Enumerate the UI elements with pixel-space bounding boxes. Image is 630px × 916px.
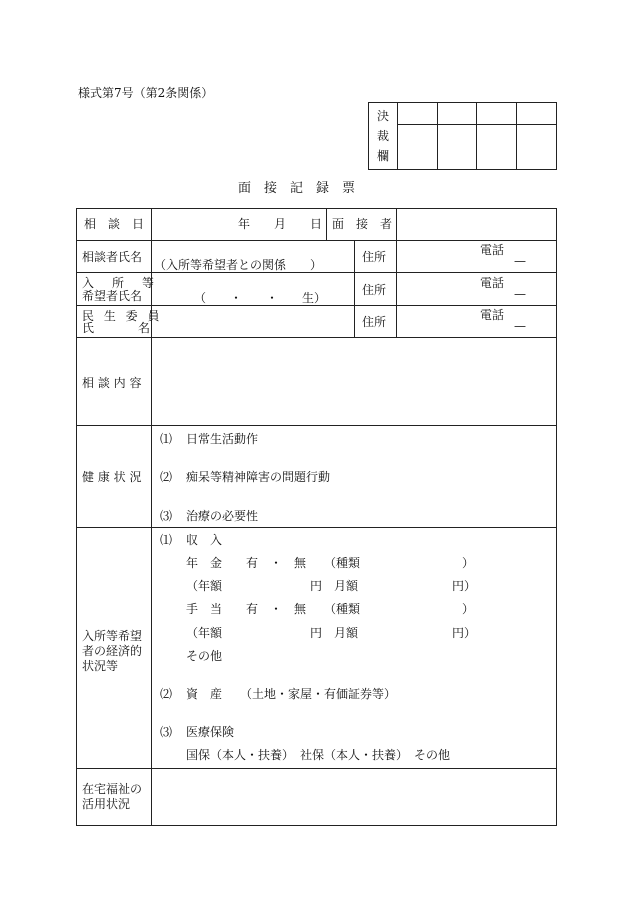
allowance-close: ） bbox=[462, 602, 475, 616]
health-item-1-num: ⑴ bbox=[160, 432, 173, 446]
economic-label-3: 状況等 bbox=[82, 659, 119, 673]
allowance-monthly-label: 円 月額 bbox=[310, 626, 359, 640]
welfare-commissioner-label-2: 氏 名 bbox=[82, 321, 153, 335]
consultant-address-label: 住所 bbox=[362, 250, 387, 264]
applicant-address-label: 住所 bbox=[362, 283, 387, 297]
welfare-commissioner-label-1: 民 生 委 員 bbox=[82, 309, 163, 323]
health-status-label: 健 康 状 況 bbox=[82, 470, 142, 484]
pension-annual-label: （年額 bbox=[186, 579, 223, 593]
home-welfare-label-2: 活用状況 bbox=[82, 797, 131, 811]
consult-content-label: 相 談 内 容 bbox=[82, 376, 142, 390]
pension-line: 年 金 有 ・ 無 （種類 bbox=[186, 556, 361, 570]
welfare-phone-dash: — bbox=[514, 319, 526, 333]
health-item-2-num: ⑵ bbox=[160, 470, 173, 484]
approval-label-2: 裁 bbox=[376, 129, 389, 143]
interviewer-label: 面 接 者 bbox=[332, 217, 393, 231]
insurance-title: 医療保険 bbox=[186, 725, 235, 739]
economic-label-2: 者の経済的 bbox=[82, 644, 143, 658]
pension-monthly-label: 円 月額 bbox=[310, 579, 359, 593]
health-item-2-text: 痴呆等精神障害の問題行動 bbox=[186, 470, 331, 484]
economic-label-1: 入所等希望 bbox=[82, 629, 143, 643]
consultant-phone-label: 電話 bbox=[480, 243, 505, 257]
health-item-1-text: 日常生活動作 bbox=[186, 432, 259, 446]
assets-num: ⑵ bbox=[160, 687, 173, 701]
income-other: その他 bbox=[186, 649, 223, 663]
applicant-birth: （ ・ ・ 生） bbox=[194, 291, 327, 305]
consultant-name-label: 相談者氏名 bbox=[82, 250, 143, 264]
pension-close: ） bbox=[462, 556, 475, 570]
applicant-phone-dash: — bbox=[514, 287, 526, 301]
health-item-3-text: 治療の必要性 bbox=[186, 509, 259, 523]
allowance-yen: 円） bbox=[452, 626, 477, 640]
consult-date-label: 相 談 日 bbox=[84, 217, 145, 231]
income-num: ⑴ bbox=[160, 533, 173, 547]
consultant-relation: （入所等希望者との関係 ） bbox=[154, 258, 323, 272]
applicant-label-1: 入 所 等 bbox=[82, 276, 158, 290]
consult-date-value: 年 月 日 bbox=[238, 217, 323, 231]
welfare-phone-label: 電話 bbox=[480, 308, 505, 322]
applicant-phone-label: 電話 bbox=[480, 276, 505, 290]
income-title: 収 入 bbox=[186, 533, 223, 547]
consultant-phone-dash: — bbox=[514, 254, 526, 268]
health-item-3-num: ⑶ bbox=[160, 509, 173, 523]
insurance-num: ⑶ bbox=[160, 725, 173, 739]
assets-text: 資 産 （土地・家屋・有価証券等） bbox=[186, 687, 397, 701]
form-number: 様式第7号（第2条関係） bbox=[78, 86, 214, 100]
pension-yen: 円） bbox=[452, 579, 477, 593]
form-title: 面 接 記 録 票 bbox=[238, 181, 356, 196]
allowance-annual-label: （年額 bbox=[186, 626, 223, 640]
applicant-label-2: 希望者氏名 bbox=[82, 289, 143, 303]
insurance-detail: 国保（本人・扶養） 社保（本人・扶養） その他 bbox=[186, 748, 451, 762]
welfare-address-label: 住所 bbox=[362, 315, 387, 329]
approval-label-1: 決 bbox=[376, 109, 389, 123]
approval-label-3: 欄 bbox=[376, 149, 389, 163]
allowance-line: 手 当 有 ・ 無 （種類 bbox=[186, 602, 361, 616]
home-welfare-label-1: 在宅福祉の bbox=[82, 782, 143, 796]
